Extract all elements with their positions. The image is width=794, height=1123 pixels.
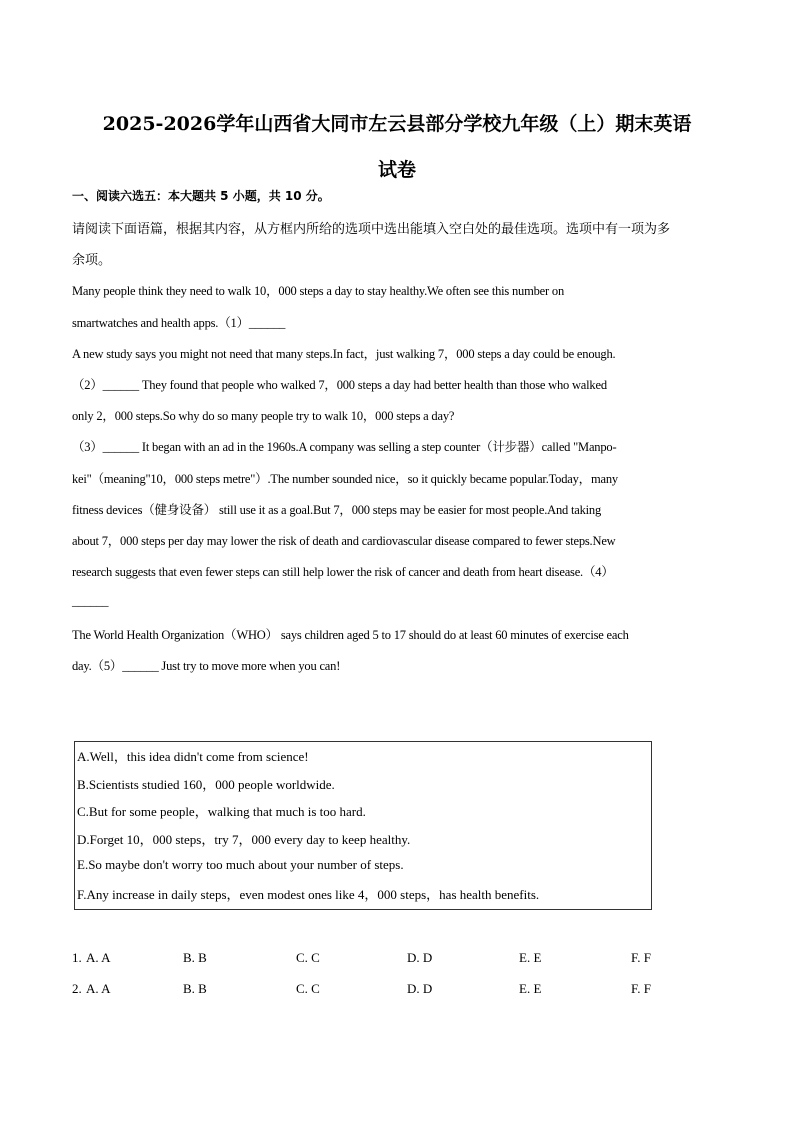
passage-line: day.（5）______ Just try to move more when you can! [72, 659, 341, 673]
passage-line: research suggests that even fewer steps can still help lower the risk of cancer and death from heart disease.（4） [72, 565, 614, 579]
passage-line: （3）______ It began with an ad in the 1960s.A company was selling a step counter（计步器）called "Manpo- [72, 440, 617, 454]
option-e: E.So maybe don't worry too much about your number of steps. [77, 857, 404, 872]
passage-line: ______ [72, 594, 109, 608]
answer-choice-f[interactable]: F. F [631, 950, 651, 965]
answer-choice-c[interactable]: C. C [296, 981, 320, 996]
passage-line: The World Health Organization（WHO） says children aged 5 to 17 should do at least 60 minutes of exercise each [72, 628, 629, 642]
answer-choice-e[interactable]: E. E [519, 950, 542, 965]
title-line-1: 2025-2026学年山西省大同市左云县部分学校九年级（上）期末英语 [102, 113, 692, 135]
passage-line: about 7，000 steps per day may lower the risk of death and cardiovascular disease compared to fewer steps.New [72, 534, 616, 548]
section-heading: 一、阅读六选五：本大题共 5 小题，共 10 分。 [72, 189, 330, 203]
answer-choice-b[interactable]: B. B [183, 950, 207, 965]
passage-line: fitness devices（健身设备） still use it as a goal.But 7，000 steps may be easier for most people.And taking [72, 503, 602, 517]
answer-choice-c[interactable]: C. C [296, 950, 320, 965]
option-d: D.Forget 10，000 steps，try 7，000 every day to keep healthy. [77, 832, 411, 847]
answer-choice-f[interactable]: F. F [631, 981, 651, 996]
answer-choice-a[interactable]: A. A [86, 981, 111, 996]
option-a: A.Well，this idea didn't come from science! [77, 749, 309, 764]
answer-choice-e[interactable]: E. E [519, 981, 542, 996]
question-number: 2. [72, 981, 82, 996]
instruction-line: 余项。 [72, 253, 112, 268]
passage-line: Many people think they need to walk 10，000 steps a day to stay healthy.We often see this number on [72, 284, 565, 298]
answer-choice-a[interactable]: A. A [86, 950, 111, 965]
option-c: C.But for some people，walking that much is too hard. [77, 804, 366, 819]
exam-title [72, 101, 722, 193]
title-line-2: 试卷 [377, 159, 416, 181]
answer-choice-d[interactable]: D. D [407, 950, 433, 965]
answer-choice-d[interactable]: D. D [407, 981, 433, 996]
answer-choice-b[interactable]: B. B [183, 981, 207, 996]
option-b: B.Scientists studied 160，000 people worldwide. [77, 777, 335, 792]
passage-line: A new study says you might not need that many steps.In fact，just walking 7，000 steps a day could be enough. [72, 347, 616, 361]
options-box [74, 741, 652, 910]
passage-line: smartwatches and health apps.（1）______ [72, 316, 286, 330]
instruction-line: 请阅读下面语篇，根据其内容，从方框内所给的选项中选出能填入空白处的最佳选项。选项中有一项为多 [72, 222, 671, 237]
passage-line: only 2，000 steps.So why do so many people try to walk 10，000 steps a day? [72, 409, 455, 423]
passage-line: kei"（meaning"10，000 steps metre"）.The number sounded nice，so it quickly became popular.Today，many [72, 472, 618, 486]
passage-line: （2）______ They found that people who walked 7，000 steps a day had better health than those who walked [72, 378, 607, 392]
question-number: 1. [72, 950, 82, 965]
option-f: F.Any increase in daily steps，even modest ones like 4，000 steps，has health benefits. [77, 887, 540, 902]
